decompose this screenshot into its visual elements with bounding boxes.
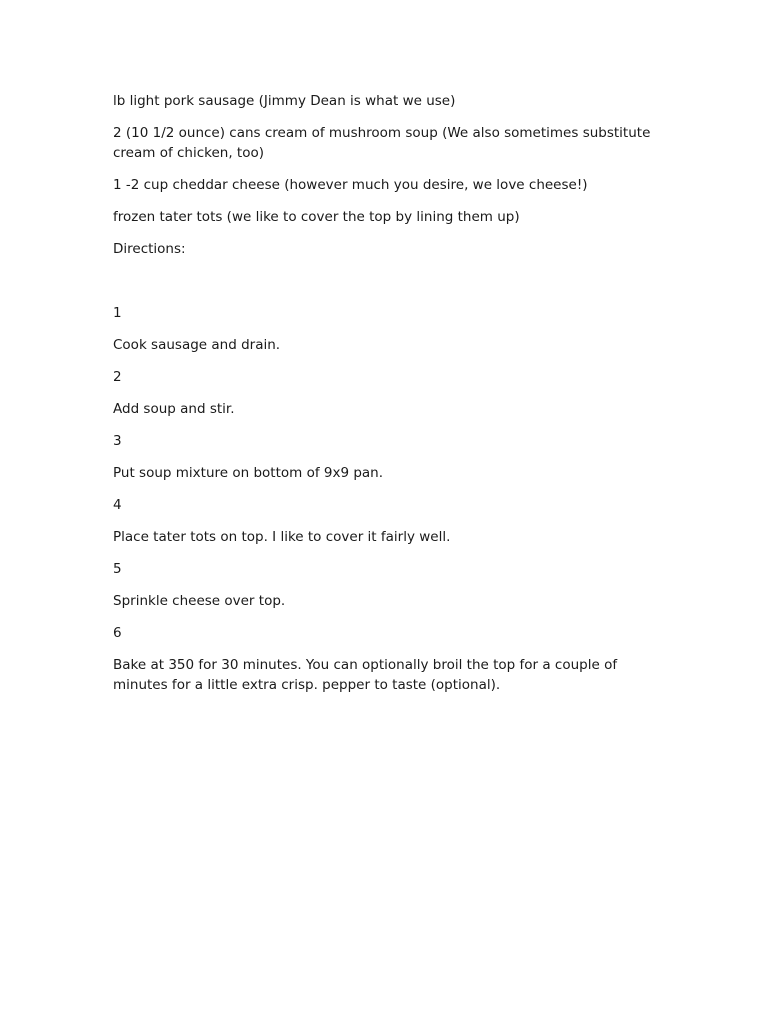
step-number-5: 5 [113, 561, 122, 577]
step-text-1: Cook sausage and drain. [113, 337, 281, 353]
step-text-4: Place tater tots on top. I like to cover it fairly well. [113, 529, 451, 545]
ingredient-soup: 2 (10 1/2 ounce) cans cream of mushroom soup (We also sometimes substitute cream of chicken, too) [113, 125, 651, 161]
step-text-5: Sprinkle cheese over top. [113, 593, 286, 609]
ingredient-tater-tots: frozen tater tots (we like to cover the top by lining them up) [113, 209, 520, 225]
directions-heading: Directions: [113, 241, 186, 257]
step-text-2: Add soup and stir. [113, 401, 235, 417]
recipe-document [113, 91, 653, 695]
step-number-1: 1 [113, 305, 122, 321]
ingredient-sausage: lb light pork sausage (Jimmy Dean is what we use) [113, 93, 456, 109]
step-number-6: 6 [113, 625, 122, 641]
step-number-4: 4 [113, 497, 122, 513]
step-text-3: Put soup mixture on bottom of 9x9 pan. [113, 465, 384, 481]
step-number-2: 2 [113, 369, 122, 385]
step-text-6: Bake at 350 for 30 minutes. You can optionally broil the top for a couple of minutes for a little extra crisp. pepper to taste (optional). [113, 657, 618, 693]
step-number-3: 3 [113, 433, 122, 449]
ingredient-cheese: 1 -2 cup cheddar cheese (however much you desire, we love cheese!) [113, 177, 588, 193]
